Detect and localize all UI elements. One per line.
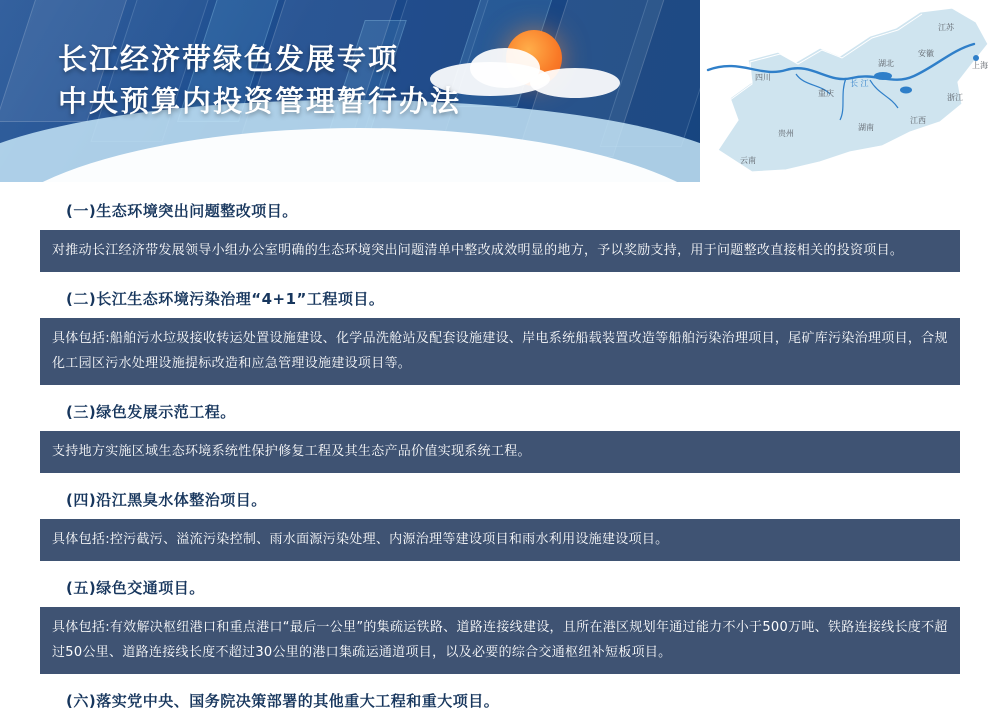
yangtze-region-map bbox=[700, 0, 1000, 182]
page-title bbox=[58, 38, 461, 122]
lake-shape bbox=[874, 72, 892, 80]
page-banner bbox=[0, 0, 1000, 182]
section-heading: (一)生态环境突出问题整改项目。 bbox=[66, 202, 298, 220]
river-name-label: 长 江 bbox=[850, 79, 869, 88]
map-label: 重庆 bbox=[818, 89, 834, 98]
cloud-shape bbox=[530, 68, 620, 98]
section-heading: (六)落实党中央、国务院决策部署的其他重大工程和重大项目。 bbox=[66, 692, 500, 710]
map-label: 云南 bbox=[740, 156, 756, 165]
section-paragraph: 对推动长江经济带发展领导小组办公室明确的生态环境突出问题清单中整改成效明显的地方，予以奖励支持，用于问题整改直接相关的投资项目。 bbox=[40, 230, 960, 272]
section-paragraph: 具体包括:船舶污水垃圾接收转运处置设施建设、化学品洗舱站及配套设施建设、岸电系统船载装置改造等船舶污染治理项目，尾矿库污染治理项目，合规化工园区污水处理设施提标改造和应急管理设施建设项目等。 bbox=[40, 318, 960, 385]
title-line-2: 中央预算内投资管理暂行办法 bbox=[58, 84, 462, 118]
lake-shape bbox=[900, 87, 912, 94]
map-label: 江西 bbox=[910, 116, 926, 125]
section-paragraph: 支持地方实施区域生态环境系统性保护修复工程及其生态产品价值实现系统工程。 bbox=[40, 431, 960, 473]
section-paragraph: 具体包括:控污截污、溢流污染控制、雨水面源污染处理、内源治理等建设项目和雨水利用设施建设项目。 bbox=[40, 519, 960, 561]
map-label: 湖南 bbox=[858, 123, 874, 132]
map-label: 贵州 bbox=[778, 129, 794, 138]
map-label: 安徽 bbox=[918, 49, 934, 58]
title-line-1: 长江经济带绿色发展专项 bbox=[58, 42, 400, 76]
section-heading: (三)绿色发展示范工程。 bbox=[66, 403, 236, 421]
map-label: 四川 bbox=[755, 73, 771, 82]
map-label: 上海 bbox=[972, 61, 988, 70]
map-label: 江苏 bbox=[938, 23, 954, 32]
section-heading: (四)沿江黑臭水体整治项目。 bbox=[66, 491, 267, 509]
map-label: 浙江 bbox=[947, 93, 963, 102]
banner-artwork bbox=[0, 0, 700, 182]
section-paragraph: 具体包括:有效解决枢纽港口和重点港口“最后一公里”的集疏运铁路、道路连接线建设，且所在港区规划年通过能力不小于500万吨、铁路连接线长度不超过50公里、道路连接线长度不超过30公里的港口集疏运通道项目，以及必要的综合交通枢纽补短板项目。 bbox=[40, 607, 960, 674]
map-label: 湖北 bbox=[878, 59, 894, 68]
section-heading: (五)绿色交通项目。 bbox=[66, 579, 205, 597]
section-heading: (二)长江生态环境污染治理“4+1”工程项目。 bbox=[66, 290, 385, 308]
document-body bbox=[0, 182, 1000, 711]
